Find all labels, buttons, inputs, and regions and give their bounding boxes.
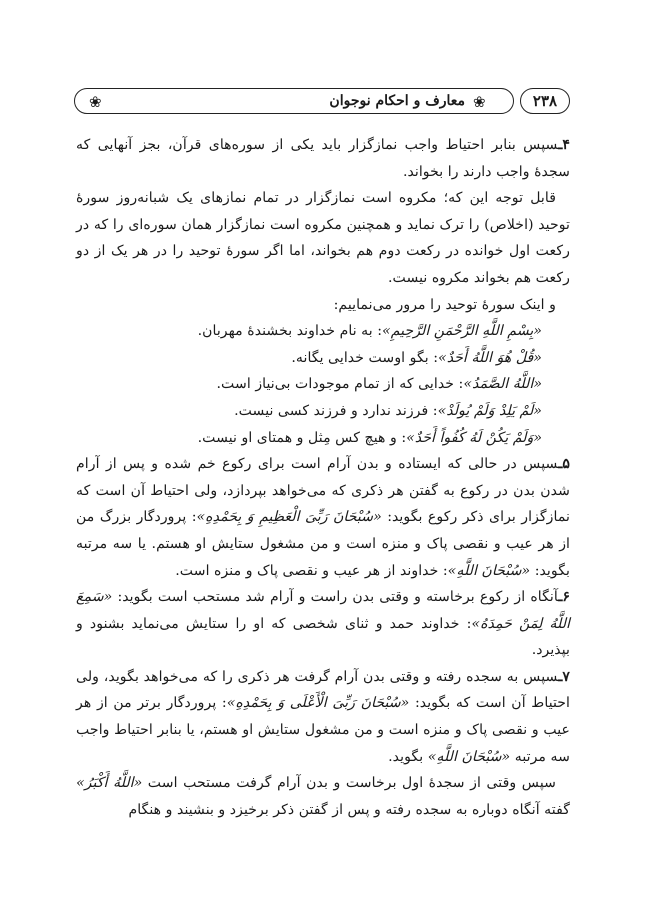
paragraph-text: سپس به سجده رفته و وقتی بدن آرام گرفت هر ذکری را که می‌خواهد بگوید، ولی احتیاط آن است که بگوید:	[76, 668, 570, 712]
item-number: ۶ـ	[558, 589, 570, 606]
dhikr-arabic: «سُبْحَانَ اللَّهِ»	[427, 748, 511, 765]
paragraph-text: : خداوند حمد و ثنای شخصی که او را ستایش می‌نماید بشنود و بپذیرد.	[76, 615, 570, 659]
verse-arabic: «بِسْمِ اللَّهِ الرَّحْمَنِ الرَّحِیمِ»	[382, 323, 542, 340]
paragraph-4	[76, 132, 570, 185]
paragraph-6	[76, 584, 570, 664]
paragraph-text: بگوید.	[388, 748, 428, 765]
dhikr-arabic: «اللَّهُ أَكْبَرُ»	[76, 775, 143, 792]
dhikr-arabic: «سُبْحَانَ رَبِّیَ الْأَعْلَی وَ بِحَمْدِهِ»	[226, 695, 410, 712]
dhikr-arabic: «سَمِعَ اللَّهُ لِمَنْ حَمِدَهُ»	[76, 589, 570, 632]
verse-line	[76, 318, 570, 345]
verse-translation: : فرزند ندارد و فرزند کسی نیست.	[234, 402, 438, 419]
verse-translation: : و هیچ کس مِثل و همتای او نیست.	[197, 429, 407, 446]
verse-line	[76, 425, 570, 452]
verse-arabic: «لَمْ يَلِدْ وَلَمْ يُولَدْ»	[437, 402, 542, 419]
verse-line	[76, 371, 570, 398]
item-number: ۷ـ	[558, 668, 570, 685]
verse-translation: : به نام خداوند بخشندهٔ مهربان.	[197, 323, 383, 340]
paragraph-text: سپس وقتی از سجدهٔ اول برخاست و بدن آرام گرفت مستحب است	[142, 775, 556, 792]
item-number: ۵ـ	[558, 456, 570, 473]
paragraph-text: سپس در حالی که ایستاده و بدن آرام است برای رکوع خم شده و پس از آرام شدن بدن در رکوع به گفتن هر ذکری که می‌خواهد بپردازد، ولی احتیاط آن است که نمازگزار برای ذکر رکوع بگوید:	[76, 456, 570, 526]
paragraph-text: : پروردگار برتر من از هر عیب و نقصی پاک و منزه است و من مشغول ستایش او هستم، یا بنابر احتیاط واجب سه مرتبه	[76, 695, 570, 765]
verse-translation: : خدایی که از تمام موجودات بی‌نیاز است.	[216, 376, 464, 393]
paragraph-text: گفته آنگاه دوباره به سجده رفته و پس از گفتن ذکر برخیزد و بنشیند و هنگام	[128, 801, 570, 818]
page-header	[74, 88, 568, 116]
paragraph-7	[76, 664, 570, 770]
running-title: معارف و احکام نوجوان	[329, 93, 465, 109]
ornament-left-icon: ❀	[89, 93, 102, 111]
paragraph-8	[76, 770, 570, 823]
paragraph-text: : پروردگار بزرگ من از هر عیب و نقصی پاک و منزه است و من مشغول ستایش او هستم. یا سه مرتبه بگوید:	[76, 509, 570, 579]
item-number: ۴ـ	[558, 137, 570, 153]
paragraph-text: سپس بنابر احتیاط واجب نمازگزار باید یکی از سوره‌های قرآن، بجز آنهایی که سجدهٔ واجب دارند را بخواند.	[76, 137, 570, 180]
paragraph-text: : خداوند از هر عیب و نقصی پاک و منزه است.	[175, 562, 448, 579]
verse-arabic: «اللَّهُ الصَّمَدُ»	[463, 376, 542, 393]
dhikr-arabic: «سُبْحَانَ رَبِّیَ الْعَظِیمِ وَ بِحَمْدِهِ»	[196, 509, 382, 526]
paragraph-note: قابل توجه این که؛ مکروه است نمازگزار در تمام نمازهای یک شبانه‌روز سورهٔ توحید (اخلاص) را ترک نماید و همچنین مکروه است نمازگزار همان سوره‌ای را که در رکعت اول خوانده در رکعت دوم هم بخواند، اما اگر سورهٔ توحید را در هر یک از دو رکعت هم بخواند مکروه نیست.	[76, 190, 570, 286]
page-number: ۲۳۸	[520, 88, 570, 114]
paragraph-text: آنگاه از رکوع برخاسته و وقتی بدن راست و آرام شد مستحب است بگوید:	[112, 589, 559, 606]
verse-arabic: «وَلَمْ يَكُنْ لَهُ كُفُواً أَحَدٌ»	[406, 429, 542, 446]
paragraph-5	[76, 451, 570, 584]
running-title-frame	[74, 88, 514, 114]
verse-line	[76, 398, 570, 425]
page-body	[76, 132, 570, 823]
verse-translation: : بگو اوست خدایی یگانه.	[291, 349, 439, 366]
ornament-right-icon: ❀	[473, 93, 486, 111]
dhikr-arabic: «سُبْحَانَ اللَّهِ»	[447, 562, 531, 579]
verse-arabic: «قُلْ هُوَ اللَّهُ أَحَدٌ»	[438, 349, 542, 366]
paragraph-intro: و اینک سورهٔ توحید را مرور می‌نماییم:	[333, 296, 556, 313]
verse-line	[76, 345, 570, 372]
